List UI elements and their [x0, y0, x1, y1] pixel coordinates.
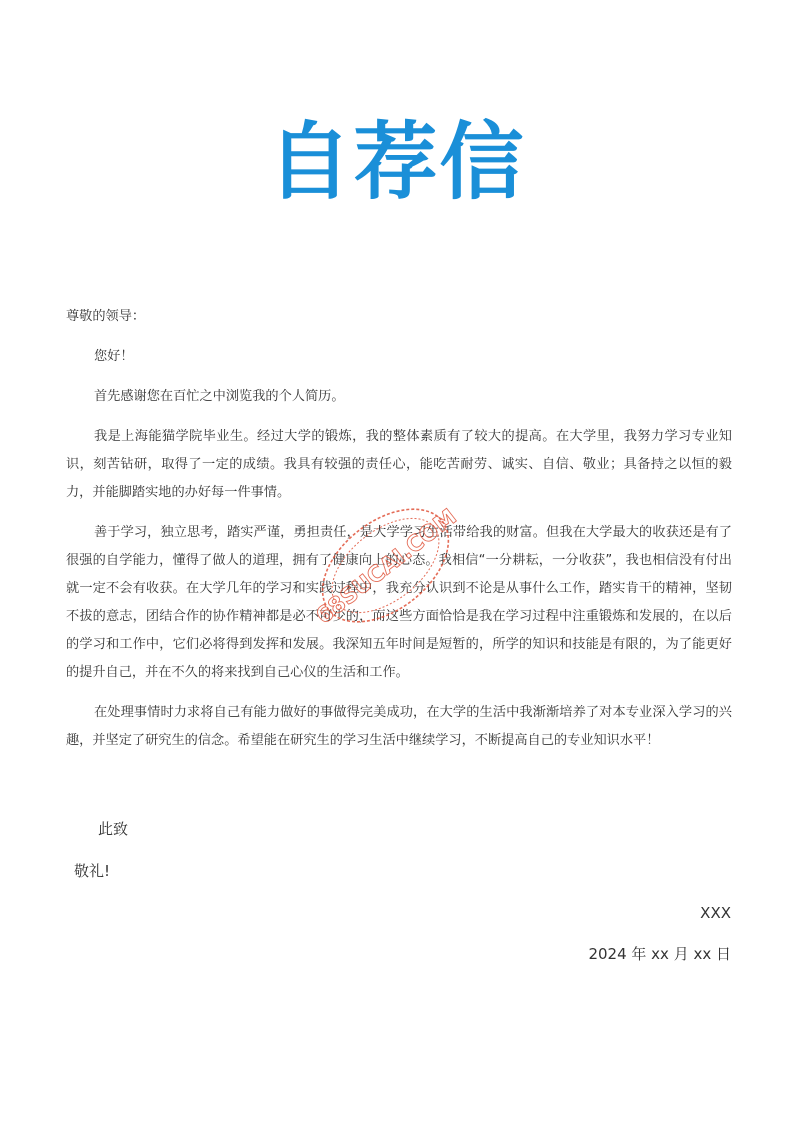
closing-phrase: 此致 — [98, 820, 129, 838]
watermark-text: 68SUCAI.COM — [311, 504, 462, 630]
salutation: 尊敬的领导： — [66, 309, 146, 324]
letter-date: 2024 年 xx 月 xx 日 — [588, 945, 731, 963]
intro-paragraph: 我是上海能猫学院毕业生。经过大学的锻炼，我的整体素质有了较大的提高。在大学里，我努力学习专业知识，刻苦钻研，取得了一定的成绩。我具有较强的责任心，能吃苦耐劳、诚实、自信、敬业；具备持之以恒的毅力，并能脚踏实地的办好每一件事情。 — [66, 429, 732, 500]
letter-body — [66, 303, 732, 767]
greeting-paragraph: 您好！ — [94, 349, 134, 364]
thanks-paragraph: 首先感谢您在百忙之中浏览我的个人简历。 — [94, 389, 345, 404]
letter-title: 自荐信 — [267, 113, 526, 211]
goals-paragraph: 在处理事情时力求将自己有能力做好的事做得完美成功，在大学的生活中我渐渐培养了对本专业深入学习的兴趣，并坚定了研究生的信念。希望能在研究生的学习生活中继续学习，不断提高自己的专业知识水平！ — [66, 705, 732, 748]
signer-name: XXX — [700, 904, 731, 922]
regards-phrase: 敬礼! — [74, 862, 111, 880]
abilities-paragraph: 善于学习，独立思考，踏实严谨，勇担责任，是大学学习生活带给我的财富。但我在大学最大的收获还是有了很强的自学能力，懂得了做人的道理，拥有了健康向上的心态。我相信“一分耕耘，一分收获”，我也相信没有付出就一定不会有收获。在大学几年的学习和实践过程中，我充分认识到不论是从事什么工作，踏实肯干的精神，坚韧不拔的意志，团结合作的协作精神都是必不可少的，而这些方面恰恰是我在学习过程中注重锻炼和发展的，在以后的学习和工作中，它们必将得到发挥和发展。我深知五年时间是短暂的，所学的知识和技能是有限的，为了能更好的提升自己，并在不久的将来找到自己心仪的生活和工作。 — [66, 525, 732, 680]
